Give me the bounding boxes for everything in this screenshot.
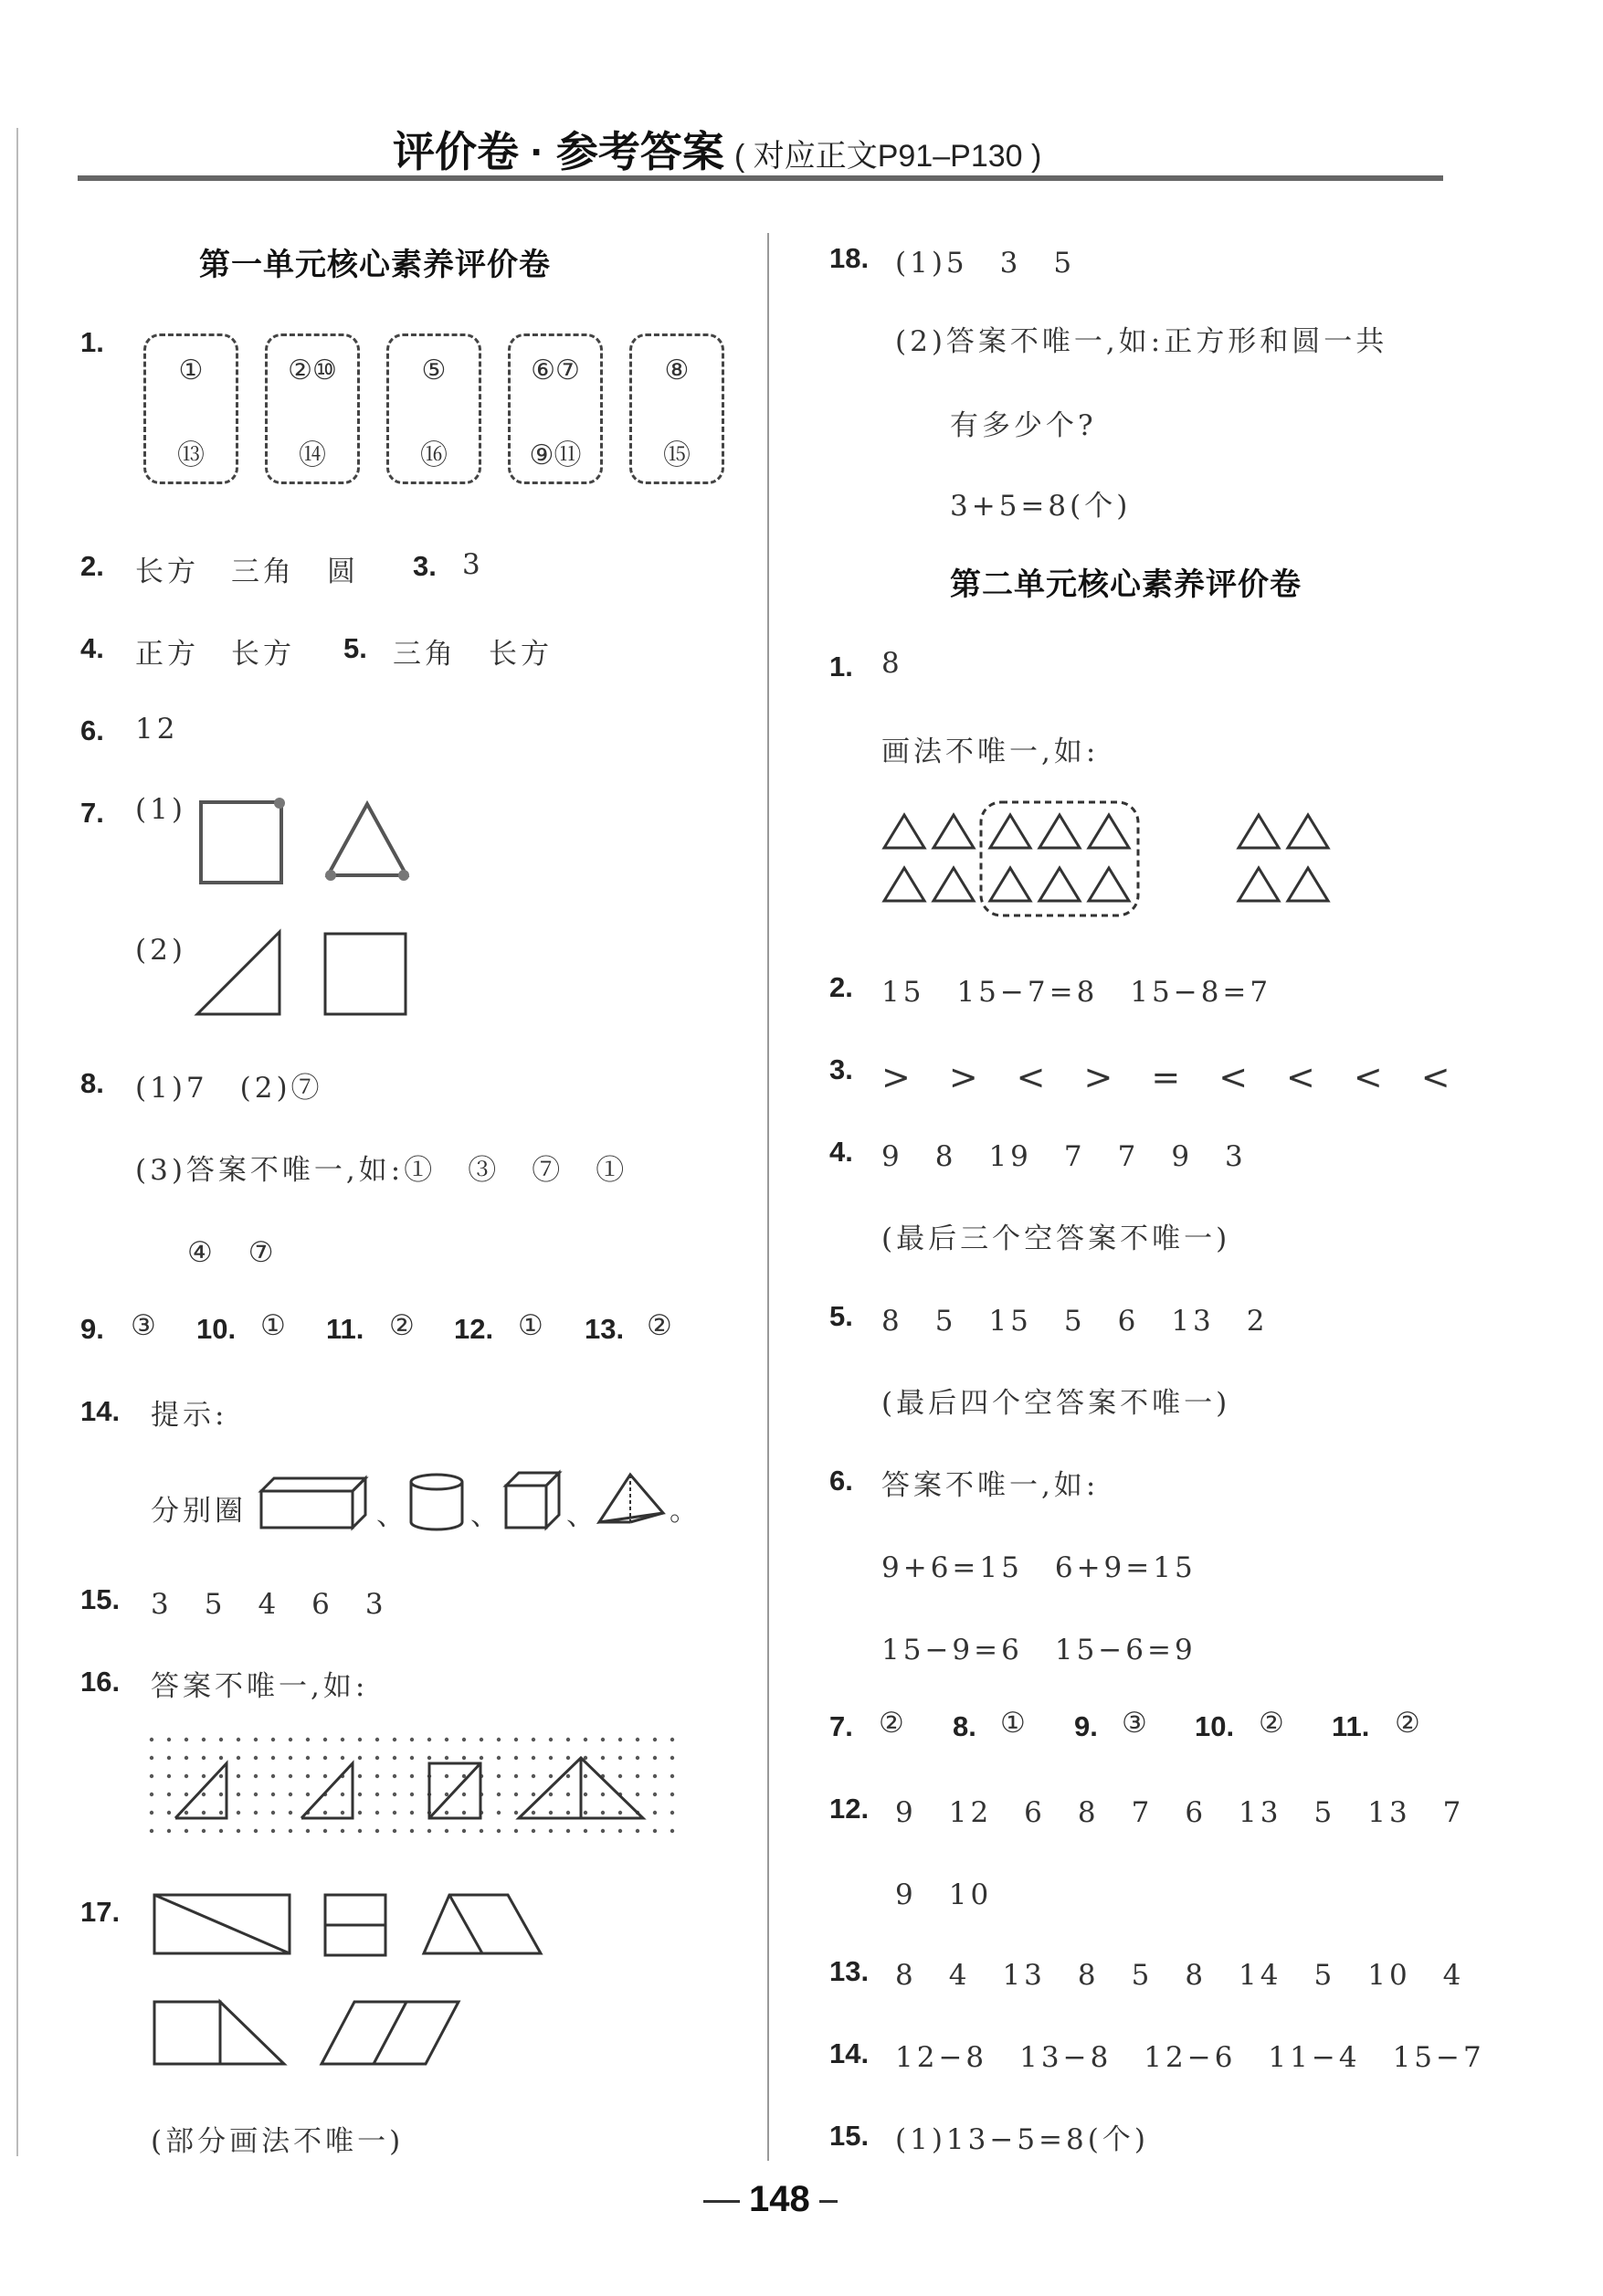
grid-dot	[445, 1811, 448, 1815]
grid-dot	[393, 1829, 396, 1833]
grid-dot	[653, 1756, 657, 1760]
grid-dot	[653, 1774, 657, 1778]
grid-dot	[150, 1829, 153, 1833]
left-q14-number: 14.	[80, 1395, 121, 1427]
left-q14-sep2: 、	[470, 1499, 502, 1532]
grid-dot	[514, 1829, 518, 1833]
group-box-3	[386, 333, 481, 484]
grid-dot	[566, 1811, 570, 1815]
grid-dot	[566, 1774, 570, 1778]
left-q16-text: 答案不唯一,如:	[151, 1670, 369, 1703]
grid-dot	[393, 1811, 396, 1815]
left-q5-answer: 三角 长方	[393, 638, 553, 671]
right-q3-number: 3.	[829, 1053, 853, 1085]
grid-dot	[341, 1811, 344, 1815]
grid-dot	[306, 1774, 310, 1778]
left-q13-number: 13.	[585, 1313, 625, 1345]
left-q12-number: 12.	[454, 1313, 494, 1345]
grid-dot	[358, 1829, 362, 1833]
grid-dot	[445, 1756, 448, 1760]
right-q14-answer: 12−8 13−8 12−6 11−4 15−7	[895, 2041, 1485, 2074]
grid-dot	[480, 1756, 483, 1760]
grid-dot	[480, 1738, 483, 1741]
left-q7-number: 7.	[80, 797, 104, 829]
header-rule	[78, 175, 1443, 181]
grid-dot	[549, 1756, 553, 1760]
left-q17-number: 17.	[80, 1896, 121, 1928]
grid-dot	[289, 1774, 292, 1778]
grid-dot	[237, 1756, 240, 1760]
square-triangle-figure	[151, 1996, 297, 2069]
grid-dot	[306, 1738, 310, 1741]
grid-dot	[202, 1738, 206, 1741]
right-q13-answer: 8 4 13 8 5 8 14 5 10 4	[895, 1959, 1465, 1992]
grid-dot	[393, 1793, 396, 1796]
grid-dot	[566, 1738, 570, 1741]
group-item: ⑮	[663, 439, 691, 471]
grid-dot	[254, 1756, 258, 1760]
grid-dot	[185, 1829, 188, 1833]
grid-dot	[306, 1756, 310, 1760]
left-q5-number: 5.	[343, 632, 367, 664]
grid-dot	[271, 1793, 275, 1796]
left-q3-number: 3.	[413, 550, 437, 582]
page-subtitle: ( 对应正文P91–P130 )	[733, 139, 1042, 174]
parallelogram-figure	[318, 1996, 464, 2069]
square-figure	[320, 923, 420, 1023]
group-box-4	[508, 333, 603, 484]
grid-dot	[670, 1829, 674, 1833]
grid-dot	[445, 1774, 448, 1778]
left-q14-end: 。	[670, 1495, 701, 1528]
left-q2-answer: 长方 三角 圆	[135, 555, 359, 588]
left-q1-number: 1.	[80, 326, 104, 358]
grid-dot	[670, 1756, 674, 1760]
left-section-title: 第一单元核心素养评价卷	[199, 248, 551, 282]
grid-dot	[410, 1774, 414, 1778]
grid-dot	[445, 1738, 448, 1741]
grid-dot	[202, 1811, 206, 1815]
grid-dot	[341, 1756, 344, 1760]
grid-dot	[289, 1811, 292, 1815]
left-q6-answer: 12	[135, 713, 179, 746]
grid-dot	[410, 1829, 414, 1833]
grid-dot	[271, 1811, 275, 1815]
grid-dot	[237, 1738, 240, 1741]
right-q7-answer: ②	[879, 1707, 908, 1740]
group-item: ⑯	[420, 439, 448, 471]
left-q7-part1-label: (1)	[135, 793, 186, 826]
right-q5-line2: (最后四个空答案不唯一)	[881, 1387, 1231, 1420]
grid-dot	[410, 1756, 414, 1760]
grid-dot	[601, 1829, 605, 1833]
left-q2-number: 2.	[80, 550, 104, 582]
left-q17-note: (部分画法不唯一)	[151, 2125, 405, 2158]
right-q18-line2: (2)答案不唯一,如:正方形和圆一共	[895, 325, 1388, 358]
grid-dot	[618, 1756, 622, 1760]
grid-dot	[375, 1738, 379, 1741]
grid-dot	[584, 1811, 587, 1815]
grid-dot	[375, 1756, 379, 1760]
left-q10-number: 10.	[196, 1313, 237, 1345]
left-q13-answer: ②	[647, 1309, 676, 1342]
page-number-block	[703, 2179, 838, 2220]
right-q11-answer: ②	[1395, 1707, 1424, 1740]
grid-dot	[410, 1811, 414, 1815]
grid-dot	[323, 1811, 327, 1815]
grid-dot	[289, 1829, 292, 1833]
grid-dot	[462, 1811, 466, 1815]
right-q5-answer: 8 5 15 5 6 13 2	[881, 1305, 1269, 1338]
grid-dot	[670, 1811, 674, 1815]
grid-dot	[306, 1829, 310, 1833]
grid-dot	[514, 1811, 518, 1815]
grid-dot	[358, 1793, 362, 1796]
right-q1-answer: 8	[881, 647, 903, 680]
left-q10-answer: ①	[260, 1309, 290, 1342]
left-q9-answer: ③	[131, 1309, 160, 1342]
left-q11-number: 11.	[326, 1313, 364, 1345]
grid-dot	[341, 1793, 344, 1796]
left-q14-hint: 提示:	[151, 1399, 228, 1432]
grid-dot	[427, 1738, 431, 1741]
grid-dot	[341, 1738, 344, 1741]
grid-dot	[601, 1738, 605, 1741]
right-q18-line4: 3+5=8(个)	[950, 490, 1132, 523]
grid-dot	[514, 1793, 518, 1796]
grid-dot	[306, 1793, 310, 1796]
grid-dot	[185, 1793, 188, 1796]
matchstick-triangle-figure	[320, 795, 420, 886]
right-q11-number: 11.	[1332, 1710, 1370, 1742]
grid-dot	[566, 1829, 570, 1833]
grid-dot	[497, 1756, 501, 1760]
grid-dot	[497, 1811, 501, 1815]
grid-dot	[271, 1829, 275, 1833]
grid-dot	[375, 1829, 379, 1833]
grid-dot	[393, 1756, 396, 1760]
left-q15-number: 15.	[80, 1583, 121, 1615]
grid-dot	[185, 1738, 188, 1741]
grid-dot	[271, 1774, 275, 1778]
grid-dot	[341, 1829, 344, 1833]
grid-dot	[618, 1738, 622, 1741]
grid-dot	[653, 1811, 657, 1815]
grid-dot	[514, 1774, 518, 1778]
left-q3-answer: 3	[462, 548, 484, 581]
right-q10-answer: ②	[1259, 1707, 1288, 1740]
grid-dot	[462, 1756, 466, 1760]
grid-dot	[584, 1793, 587, 1796]
grid-dot	[237, 1811, 240, 1815]
left-q8-line3: ④ ⑦	[187, 1236, 278, 1269]
grid-dot	[636, 1774, 639, 1778]
grid-dot	[202, 1793, 206, 1796]
grid-dot	[167, 1756, 171, 1760]
split-square-figure	[320, 1888, 393, 1961]
right-q8-answer: ①	[1000, 1707, 1029, 1740]
grid-dot	[358, 1756, 362, 1760]
grid-dot	[323, 1738, 327, 1741]
grid-dot	[549, 1793, 553, 1796]
grid-dot	[601, 1811, 605, 1815]
grid-dot	[202, 1829, 206, 1833]
left-q7-part2-label: (2)	[135, 934, 186, 967]
grid-dot	[532, 1774, 535, 1778]
cuboid-figure	[258, 1471, 376, 1535]
grid-dot	[237, 1829, 240, 1833]
grid-dot	[202, 1756, 206, 1760]
grid-dot	[670, 1774, 674, 1778]
grid-dot	[584, 1774, 587, 1778]
grid-dot	[636, 1793, 639, 1796]
grid-dot	[514, 1756, 518, 1760]
right-q1-number: 1.	[829, 651, 853, 682]
grid-dot	[601, 1756, 605, 1760]
page-title-block	[393, 119, 1041, 183]
column-divider	[767, 233, 769, 2161]
grid-dot	[480, 1829, 483, 1833]
right-q5-number: 5.	[829, 1300, 853, 1332]
grid-dot	[167, 1829, 171, 1833]
grid-dot	[219, 1829, 223, 1833]
grid-dot	[219, 1793, 223, 1796]
group-item: ②⑩	[288, 354, 337, 386]
right-q4-line2: (最后三个空答案不唯一)	[881, 1222, 1231, 1255]
right-q9-number: 9.	[1074, 1710, 1098, 1742]
grid-dot	[549, 1829, 553, 1833]
right-q9-answer: ③	[1122, 1707, 1151, 1740]
page-number-dash-right	[819, 2200, 838, 2203]
cylinder-figure	[407, 1471, 471, 1535]
matchstick-square-figure	[192, 795, 292, 886]
left-q14-sep3: 、	[566, 1499, 598, 1532]
grid-dot	[549, 1811, 553, 1815]
grid-dot	[150, 1774, 153, 1778]
grid-dot	[532, 1811, 535, 1815]
group-item: ①	[178, 354, 204, 386]
right-q2-number: 2.	[829, 971, 853, 1003]
group-box-2	[265, 333, 360, 484]
right-q1-line2: 画法不唯一,如:	[881, 735, 1100, 768]
group-item: ⑭	[299, 439, 326, 471]
grid-dot	[150, 1738, 153, 1741]
grid-dot	[462, 1829, 466, 1833]
grid-dot	[150, 1756, 153, 1760]
right-q12-answer: 9 12 6 8 7 6 13 5 13 7	[895, 1796, 1465, 1829]
right-q6-answer: 答案不唯一,如:	[881, 1469, 1100, 1502]
grid-dot	[445, 1793, 448, 1796]
right-q4-answer: 9 8 19 7 7 9 3	[881, 1140, 1247, 1173]
grid-dot	[532, 1738, 535, 1741]
group-item: ⑬	[177, 439, 205, 471]
left-q8-number: 8.	[80, 1067, 104, 1099]
right-q8-number: 8.	[953, 1710, 976, 1742]
grid-dot	[393, 1738, 396, 1741]
page-title: 评价卷 · 参考答案	[393, 128, 724, 175]
right-q3-answer: > > < > = < < < <	[881, 1057, 1452, 1097]
grid-dot	[497, 1829, 501, 1833]
grid-dot	[254, 1774, 258, 1778]
grid-dot	[167, 1774, 171, 1778]
grid-dot	[497, 1738, 501, 1741]
group-box-5	[629, 333, 724, 484]
group-item: ⑧	[664, 354, 690, 386]
grid-dot	[219, 1756, 223, 1760]
left-q9-number: 9.	[80, 1313, 104, 1345]
left-q6-number: 6.	[80, 714, 104, 746]
triangle-grouping-figure	[877, 795, 1352, 932]
grid-dot	[237, 1774, 240, 1778]
rectangle-diagonal-figure	[151, 1888, 297, 1961]
right-section-title: 第二单元核心素养评价卷	[950, 567, 1302, 602]
grid-dot	[445, 1829, 448, 1833]
grid-dot	[532, 1756, 535, 1760]
grid-dot	[323, 1774, 327, 1778]
grid-dot	[289, 1738, 292, 1741]
grid-dot	[427, 1829, 431, 1833]
left-q14-text: 分别圈	[151, 1495, 247, 1528]
grid-dot	[670, 1793, 674, 1796]
grid-dot	[410, 1738, 414, 1741]
grid-dot	[618, 1829, 622, 1833]
right-q18-number: 18.	[829, 242, 870, 274]
grid-dot	[514, 1738, 518, 1741]
group-item: ⑨⑪	[529, 439, 582, 471]
grid-dot	[653, 1793, 657, 1796]
grid-dot	[618, 1811, 622, 1815]
grid-dot	[670, 1738, 674, 1741]
right-q6-line3: 15−9=6 15−6=9	[881, 1634, 1197, 1666]
grid-dot	[375, 1774, 379, 1778]
grid-dot	[427, 1756, 431, 1760]
group-item: ⑥⑦	[531, 354, 580, 386]
grid-dot	[462, 1738, 466, 1741]
grid-dot	[653, 1738, 657, 1741]
right-q6-line2: 9+6=15 6+9=15	[881, 1551, 1197, 1584]
right-q7-number: 7.	[829, 1710, 853, 1742]
grid-dot	[601, 1793, 605, 1796]
grid-dot	[271, 1756, 275, 1760]
grid-dot	[323, 1829, 327, 1833]
right-q6-number: 6.	[829, 1465, 853, 1497]
grid-dot	[532, 1793, 535, 1796]
grid-dot	[323, 1756, 327, 1760]
grid-dot	[566, 1793, 570, 1796]
grid-dot	[150, 1793, 153, 1796]
grid-dot	[358, 1774, 362, 1778]
left-margin-line	[16, 128, 18, 2156]
grid-dot	[219, 1738, 223, 1741]
grid-dot	[393, 1774, 396, 1778]
left-q8-line2: (3)答案不唯一,如:① ③ ⑦ ①	[135, 1154, 628, 1187]
group-item: ⑤	[421, 354, 447, 386]
grid-dot	[219, 1774, 223, 1778]
grid-dot	[289, 1793, 292, 1796]
grid-dot	[254, 1738, 258, 1741]
grid-dot	[167, 1738, 171, 1741]
cube-figure	[502, 1469, 566, 1535]
left-q12-answer: ①	[518, 1309, 547, 1342]
page-number: 148	[749, 2179, 810, 2219]
grid-dot	[150, 1811, 153, 1815]
grid-dot	[254, 1793, 258, 1796]
grid-dot	[618, 1774, 622, 1778]
right-q2-answer: 15 15−7=8 15−8=7	[881, 976, 1272, 1009]
left-q1-boxes	[143, 333, 728, 489]
right-q18-line1: (1)5 3 5	[895, 247, 1076, 280]
left-q8-line1: (1)7 (2)⑦	[135, 1072, 323, 1105]
grid-dot	[254, 1811, 258, 1815]
left-q15-answer: 3 5 4 6 3	[151, 1588, 387, 1621]
grid-dot	[167, 1793, 171, 1796]
grid-dot	[185, 1811, 188, 1815]
right-q12-line2: 9 10	[895, 1878, 993, 1911]
left-q4-number: 4.	[80, 632, 104, 664]
grid-dot	[497, 1774, 501, 1778]
left-q14-sep1: 、	[376, 1499, 408, 1532]
grid-dot	[549, 1774, 553, 1778]
right-q15-number: 15.	[829, 2120, 870, 2152]
right-triangle-figure	[192, 923, 292, 1023]
grid-dot	[375, 1793, 379, 1796]
grid-dot	[358, 1738, 362, 1741]
grid-dot	[375, 1811, 379, 1815]
grid-dot	[185, 1774, 188, 1778]
right-q15-answer: (1)13−5=8(个)	[895, 2123, 1149, 2156]
trapezoid-figure	[420, 1888, 548, 1961]
right-q4-number: 4.	[829, 1136, 853, 1168]
grid-dot	[566, 1756, 570, 1760]
grid-dot	[237, 1793, 240, 1796]
triangular-prism-figure	[594, 1467, 676, 1533]
right-q14-number: 14.	[829, 2037, 870, 2069]
grid-dot	[167, 1811, 171, 1815]
left-q11-answer: ②	[389, 1309, 418, 1342]
page-number-dash-left	[703, 2200, 740, 2203]
grid-dot	[185, 1756, 188, 1760]
grid-dot	[289, 1756, 292, 1760]
grid-dot	[410, 1793, 414, 1796]
grid-dot	[636, 1829, 639, 1833]
right-q10-number: 10.	[1195, 1710, 1235, 1742]
grid-dot	[549, 1738, 553, 1741]
grid-dot	[358, 1811, 362, 1815]
grid-dot	[636, 1756, 639, 1760]
grid-dot	[636, 1738, 639, 1741]
right-q12-number: 12.	[829, 1793, 870, 1825]
grid-dot	[254, 1829, 258, 1833]
grid-dot	[653, 1829, 657, 1833]
left-q16-number: 16.	[80, 1666, 121, 1698]
group-box-1	[143, 333, 238, 484]
grid-dot	[219, 1811, 223, 1815]
dot-grid-figure	[148, 1736, 696, 1846]
grid-dot	[202, 1774, 206, 1778]
grid-dot	[532, 1829, 535, 1833]
grid-dot	[462, 1793, 466, 1796]
grid-dot	[271, 1738, 275, 1741]
left-q4-answer: 正方 长方	[135, 638, 295, 671]
right-q13-number: 13.	[829, 1955, 870, 1987]
right-q18-line3: 有多少个?	[950, 409, 1097, 442]
grid-dot	[497, 1793, 501, 1796]
grid-dot	[584, 1738, 587, 1741]
grid-dot	[584, 1829, 587, 1833]
